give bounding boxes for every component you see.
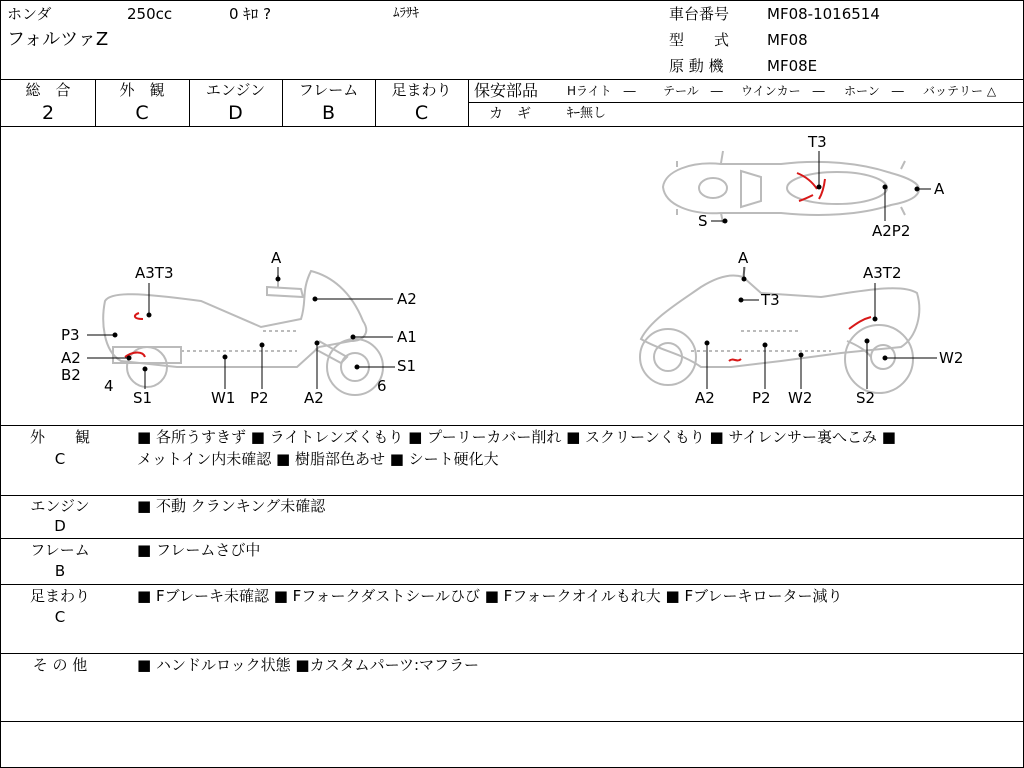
label-T3-right: T3: [761, 291, 780, 309]
divider: [1, 653, 1023, 654]
grade-value-frame: B: [321, 102, 336, 124]
label-S1-right-left: S1: [397, 357, 417, 375]
engine-value: MF08E: [767, 57, 818, 75]
type-label: 型 式: [669, 31, 730, 49]
safety-item-horn: ホーン ―: [844, 84, 904, 98]
remark-text-exterior-2: メットイン内未確認 ■ 樹脂部色あせ ■ シート硬化大: [137, 450, 499, 468]
key-label: カ ギ: [489, 106, 531, 122]
remark-cat-exterior: 外 観: [29, 428, 90, 446]
divider: [1, 495, 1023, 496]
maker: ホンダ: [7, 5, 52, 23]
divider: [1, 425, 1023, 426]
label-A-right: A: [738, 249, 749, 267]
engine-label: 原 動 機: [669, 57, 724, 75]
label-W2-right: W2: [939, 349, 964, 367]
label-A3T3-left: A3T3: [135, 264, 174, 282]
grade-label-frame: フレーム: [298, 81, 359, 99]
frame-no-label: 車台番号: [669, 5, 730, 23]
label-4-left: 4: [104, 377, 114, 395]
label-A-left: A: [271, 249, 282, 267]
color: ﾑﾗｻｷ: [393, 6, 419, 21]
safety-item-winker: ウインカー ―: [741, 84, 825, 98]
safety-item-battery: バッテリー △: [923, 84, 997, 98]
label-B2-left: B2: [61, 366, 81, 384]
grade-value-overall: 2: [41, 102, 55, 124]
remark-cat-other: そ の 他: [32, 656, 88, 674]
label-S-top: S: [698, 212, 708, 230]
label-A1-left: A1: [397, 328, 417, 346]
grade-value-engine: D: [228, 102, 243, 124]
grade-label-suspension: 足まわり: [391, 81, 452, 99]
remark-text-suspension: ■ Fブレーキ未確認 ■ Fフォークダストシールひび ■ Fフォークオイルもれ大 ■ Fブレーキローター減り: [137, 587, 843, 605]
label-A3T2-right: A3T2: [863, 264, 902, 282]
mileage: 0 ｷﾛ ?: [229, 5, 272, 23]
label-A-top: A: [934, 180, 945, 198]
type-value: MF08: [767, 31, 808, 49]
label-A2c-left: A2: [304, 389, 324, 407]
label-P2-left: P2: [250, 389, 269, 407]
divider: [1, 584, 1023, 585]
remark-grade-engine: D: [54, 517, 66, 535]
safety-label: 保安部品: [474, 81, 539, 100]
displacement: 250cc: [127, 5, 173, 23]
grade-value-suspension: C: [414, 102, 429, 124]
key-value: ｷｰ無し: [567, 106, 607, 121]
frame-no: MF08-1016514: [767, 5, 880, 23]
label-A2-left: A2: [397, 290, 417, 308]
remark-grade-exterior: C: [54, 450, 66, 468]
remark-text-other: ■ ハンドルロック状態 ■カスタムパーツ:マフラー: [137, 656, 480, 674]
label-A2P2-top: A2P2: [872, 222, 911, 240]
label-P3-left: P3: [61, 326, 80, 344]
label-W1-left: W1: [211, 389, 236, 407]
label-A2b-left: A2: [61, 349, 81, 367]
label-S2-right: S2: [856, 389, 876, 407]
divider: [468, 102, 1023, 103]
label-S1-left: S1: [133, 389, 153, 407]
grade-label-exterior: 外 観: [119, 81, 165, 99]
label-A2-right: A2: [695, 389, 715, 407]
grade-value-exterior: C: [135, 102, 149, 124]
label-6-left: 6: [377, 377, 387, 395]
remark-text-frame: ■ フレームさび中: [137, 541, 261, 559]
divider: [1, 79, 1023, 80]
divider: [1, 721, 1023, 722]
safety-item-headlight: Hライト ―: [567, 84, 636, 98]
label-P2-right: P2: [752, 389, 771, 407]
model-name: フォルツァZ: [7, 29, 109, 50]
label-W2-bottom-right: W2: [788, 389, 813, 407]
remark-cat-engine: エンジン: [30, 497, 90, 515]
divider: [1, 538, 1023, 539]
safety-item-tail: テール ―: [663, 84, 723, 98]
remark-text-engine: ■ 不動 クランキング未確認: [137, 497, 326, 515]
label-T3-top: T3: [808, 133, 827, 151]
remark-cat-frame: フレーム: [30, 541, 90, 559]
grade-label-overall: 総 合: [25, 81, 71, 99]
grade-label-engine: エンジン: [205, 81, 266, 99]
remark-grade-frame: B: [54, 562, 66, 580]
remark-grade-suspension: C: [54, 608, 66, 626]
remark-cat-suspension: 足まわり: [29, 587, 90, 605]
remark-text-exterior-1: ■ 各所うすきず ■ ライトレンズくもり ■ プーリーカバー削れ ■ スクリーンくもり ■ サイレンサー裏へこみ ■: [137, 428, 896, 446]
